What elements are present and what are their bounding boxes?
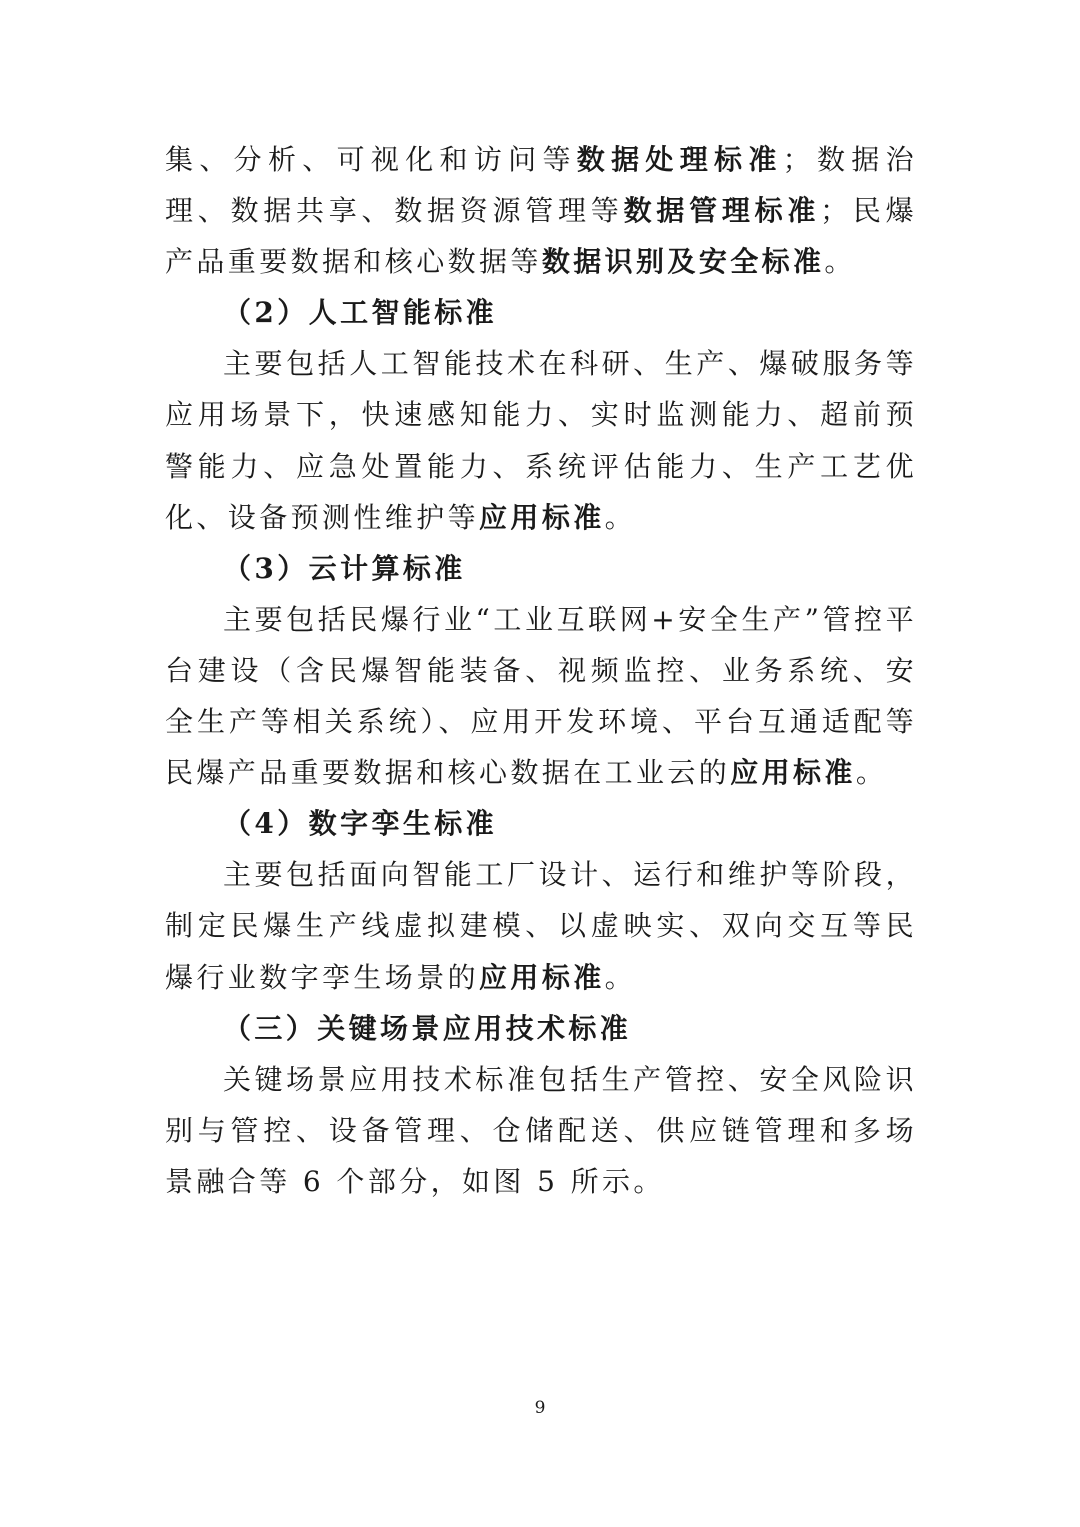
body-paragraph [165, 594, 917, 798]
body-paragraph [165, 134, 917, 287]
section-heading: （3）云计算标准 [223, 551, 466, 585]
emphasized-term: 数据识别及安全标准 [541, 245, 825, 279]
paragraph-text: ；民爆产品重要数据和核心数据等 [165, 194, 918, 279]
paragraph-text: 。 [855, 756, 888, 790]
body-paragraph [165, 338, 917, 542]
paragraph-text: 。 [824, 245, 856, 279]
paragraph-text: 关键场景应用技术标准包括生产管控、安全风险识别与管控、设备管理、仓储配送、供应链管理和多场景融合等 6 个部分，如图 5 所示。 [165, 1062, 917, 1198]
paragraph-text: 。 [604, 960, 637, 994]
document-body [165, 134, 917, 1207]
paragraph-text: 主要包括面向智能工厂设计、运行和维护等阶段，制定民爆生产线虚拟建模、以虚映实、双向交互等民爆行业数字孪生场景的 [165, 858, 917, 994]
emphasized-term: 应用标准 [479, 500, 605, 534]
paragraph-text: 主要包括民爆行业“工业互联网+安全生产”管控平台建设（含民爆智能装备、视频监控、业务系统、安全生产等相关系统）、应用开发环境、平台互通适配等民爆产品重要数据和核心数据在工业云的 [165, 602, 917, 790]
page-number: 9 [534, 1398, 546, 1418]
paragraph-text: 主要包括人工智能技术在科研、生产、爆破服务等应用场景下，快速感知能力、实时监测能力、超前预警能力、应急处置能力、系统评估能力、生产工艺优化、设备预测性维护等 [165, 347, 917, 534]
paragraph-text: ；数据治理、数据共享、数据资源管理等 [165, 143, 917, 228]
emphasized-term: 应用标准 [479, 960, 605, 994]
section-heading: （2）人工智能标准 [223, 296, 498, 330]
emphasized-term: 数据管理标准 [623, 194, 821, 228]
paragraph-text: 。 [604, 500, 637, 534]
body-paragraph [165, 849, 917, 1002]
section-heading: （4）数字孪生标准 [223, 807, 498, 841]
emphasized-term: 数据处理标准 [576, 143, 783, 176]
section-heading: （三）关键场景应用技术标准 [223, 1011, 632, 1045]
emphasized-term: 应用标准 [730, 756, 856, 790]
body-paragraph [165, 1054, 917, 1207]
paragraph-text: 集、分析、可视化和访问等 [165, 143, 577, 176]
